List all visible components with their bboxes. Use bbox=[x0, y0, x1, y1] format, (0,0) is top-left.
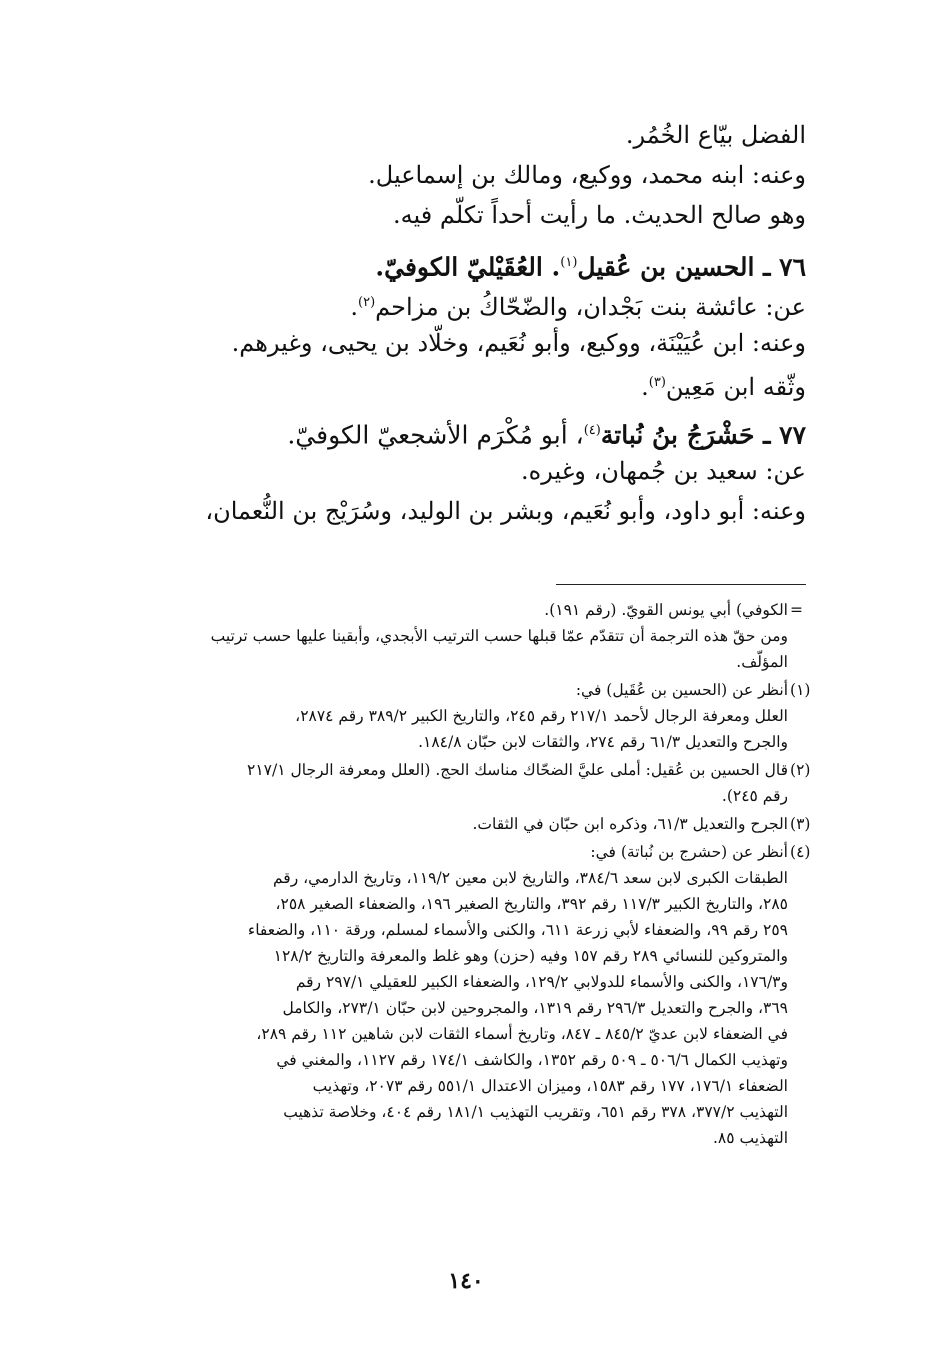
footnote-continuation bbox=[114, 597, 814, 675]
footnote-line: و١٧٦/٣، والكنى والأسماء للدولابي ١٢٩/٢، والضعفاء الكبير للعقيلي ٢٩٧/١ رقم bbox=[295, 973, 788, 991]
footnote-line: التهذيب ٨٥. bbox=[712, 1129, 788, 1147]
footnote-line: أنظر عن (حشرج بن نُباتة) في: bbox=[590, 843, 788, 861]
footnote-number: = bbox=[790, 601, 803, 619]
footnote-number: (١) bbox=[790, 681, 811, 699]
footnote-marker: (٣) bbox=[648, 375, 666, 390]
entry-heading-76: ٧٦ ـ الحسين بن عُقيل$^{(١)}$. العُقَيْليّ الكوفيّ. bbox=[375, 252, 806, 282]
footnote-line: في الضعفاء لابن عديّ ٨٤٥/٢ ـ ٨٤٧، وتاريخ أسماء الثقات لابن شاهين ١١٢ رقم ٢٨٩، bbox=[256, 1025, 788, 1043]
footnote-line: الجرح والتعديل ٦١/٣، وذكره ابن حبّان في الثقات. bbox=[472, 815, 788, 833]
footnote-line: قال الحسين بن عُقيل: أملى عليَّ الضحّاك مناسك الحج. (العلل ومعرفة الرجال ٢١٧/١ bbox=[247, 761, 788, 779]
text-line: وعنه: ابنه محمد، ووكيع، ومالك بن إسماعيل. bbox=[368, 161, 806, 189]
footnote-line: ومن حقّ هذه الترجمة أن تتقدّم عمّا قبلها حسب الترتيب الأبجدي، وأبقينا عليها حسب ترتيب bbox=[210, 627, 788, 645]
footnote-2 bbox=[114, 757, 814, 809]
text-line: عن: سعيد بن جُمهان، وغيره. bbox=[521, 457, 806, 485]
footnote-line: العلل ومعرفة الرجال لأحمد ٢١٧/١ رقم ٢٤٥، والتاريخ الكبير ٣٨٩/٢ رقم ٢٨٧٤، bbox=[295, 707, 788, 725]
footnote-line: الطبقات الكبرى لابن سعد ٣٨٤/٦، والتاريخ لابن معين ١١٩/٢، وتاريخ الدارمي، رقم bbox=[272, 869, 788, 887]
footnote-line: التهذيب ٣٧٧/٢، ٣٧٨ رقم ٦٥١، وتقريب التهذيب ١٨١/١ رقم ٤٠٤، وخلاصة تذهيب bbox=[283, 1103, 788, 1121]
footnote-line: رقم ٢٤٥). bbox=[721, 787, 788, 805]
footnote-divider bbox=[556, 584, 806, 585]
footnote-line: وتهذيب الكمال ٥٠٦/٦ ـ ٥٠٩ رقم ١٣٥٢، والكاشف ١٧٤/١ رقم ١١٢٧، والمغني في bbox=[276, 1051, 788, 1069]
footnote-line: أنظر عن (الحسين بن عُقَيل) في: bbox=[575, 681, 788, 699]
footnote-number: (٢) bbox=[790, 761, 811, 779]
footnote-line: ٣٦٩، والجرح والتعديل ٢٩٦/٣ رقم ١٣١٩، والمجروحين لابن حبّان ٢٧٣/١، والكامل bbox=[282, 999, 788, 1017]
text-line: الفضل بيّاع الخُمُر. bbox=[625, 121, 806, 149]
footnote-1 bbox=[114, 677, 814, 755]
text-line: وعنه: ابن عُيَيْنَة، ووكيع، وأبو نُعَيم، وخلّاد بن يحيى، وغيرهم. bbox=[231, 329, 806, 357]
page-number: ١٤٠ bbox=[448, 1268, 484, 1294]
footnote-line: والجرح والتعديل ٦١/٣ رقم ٢٧٤، والثقات لابن حبّان ١٨٤/٨. bbox=[418, 733, 788, 751]
footnote-3 bbox=[114, 811, 814, 837]
footnote-line: والمتروكين للنسائي ٢٨٩ رقم ١٥٧ وفيه (حزن) وهو غلط والمعرفة والتاريخ ١٢٨/٢ bbox=[273, 947, 788, 965]
footnote-line: ٢٨٥، والتاريخ الكبير ١١٧/٣ رقم ٣٩٢، والتاريخ الصغير ١٩٦، والضعفاء الصغير ٢٥٨، bbox=[275, 895, 788, 913]
footnote-line: ٢٥٩ رقم ٩٩، والضعفاء لأبي زرعة ٦١١، والكنى والأسماء لمسلم، ورقة ١١٠، والضعفاء bbox=[247, 921, 788, 939]
footnote-line: الضعفاء ١٧٦/١، ١٧٧ رقم ١٥٨٣، وميزان الاعتدال ٥٥١/١ رقم ٢٠٧٣، وتهذيب bbox=[312, 1077, 788, 1095]
footnote-line: المؤلّف. bbox=[736, 653, 788, 671]
footnote-number: (٤) bbox=[790, 843, 811, 861]
footnote-line: الكوفي) أبي يونس القويّ. (رقم ١٩١). bbox=[544, 601, 788, 619]
footnote-marker: (١) bbox=[560, 255, 578, 270]
main-text bbox=[116, 116, 806, 532]
text-line: عن: عائشة بنت بَجْدان، والضّحّاكُ بن مزاحم$^{(٢)}$. bbox=[350, 293, 806, 321]
footnote-4 bbox=[114, 839, 814, 1151]
footnote-marker: (٢) bbox=[358, 295, 376, 310]
text-line: وهو صالح الحديث. ما رأيت أحداً تكلّم فيه. bbox=[393, 201, 806, 229]
text-line: وعنه: أبو داود، وأبو نُعَيم، وبشر بن الوليد، وسُرَيْج بن النُّعمان، bbox=[205, 497, 806, 525]
footnote-number: (٣) bbox=[790, 815, 811, 833]
entry-heading-77: ٧٧ ـ حَشْرَجُ بنُ نُباتة$^{(٤)}$، أبو مُكْرَم الأشجعيّ الكوفيّ. bbox=[287, 420, 806, 450]
text-line: وثّقه ابن مَعِين$^{(٣)}$. bbox=[641, 373, 806, 401]
footnote-marker: (٤) bbox=[583, 423, 601, 438]
footnotes bbox=[114, 597, 814, 1153]
